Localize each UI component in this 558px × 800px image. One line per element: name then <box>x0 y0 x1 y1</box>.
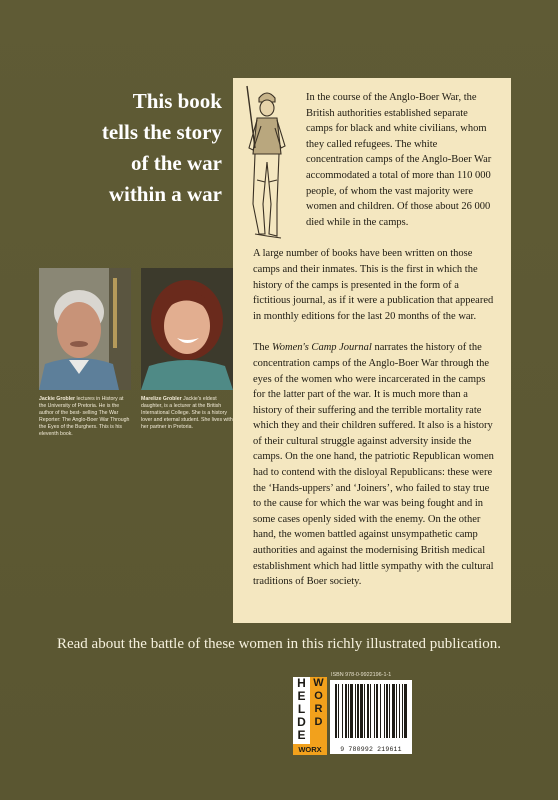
barcode-bar <box>392 684 395 738</box>
blurb-paragraph-3 <box>253 340 497 590</box>
author-caption-jackie <box>39 396 131 438</box>
barcode-bar <box>384 684 385 738</box>
barcode-bar <box>386 684 388 738</box>
barcode <box>330 680 412 754</box>
logo-letter: O <box>314 690 323 702</box>
barcode-bar <box>389 684 390 738</box>
logo-letter: E <box>297 728 306 742</box>
blurb-panel <box>233 78 511 623</box>
barcode-bars-icon <box>330 680 412 742</box>
barcode-bar <box>357 684 359 738</box>
barcode-bar <box>342 684 343 738</box>
author-bio: Jackie's eldest daughter, is a lecturer at the British International College. She is a history lover and eternal student. She lives with her partner in Pretoria. <box>141 396 233 430</box>
blurb-paragraph-3-rest: narrates the history of the concentration camps of the Anglo-Boer War through the eyes of the women who were incarcerated in the camps for the latter part of the war. It is much more than a history of their suffering and the terrible mortality rate which they and their children suffered. It also is a history of their cultural struggle against adversity inside the camps. On the one hand, the patriotic Republican women had to contend with the disloyal Republicans: these were the ‘Hands-uppers’ and ‘Joiners’, who failed to stay true to the cause for which the war was being fought and in some cases openly sided with the enemy. On the other hand, the women battled against unsympathetic camp authorities and against the modernising British medical establishment which had little sympathy with the cultural traditions of Boer society. <box>253 342 494 588</box>
barcode-bar <box>345 684 347 738</box>
barcode-bar <box>360 684 363 738</box>
isbn-digits: 9 780992 219611 <box>340 746 402 753</box>
author-photo-marelize <box>141 268 233 390</box>
headline-line-1: This book <box>132 89 222 113</box>
barcode-bar <box>399 684 400 738</box>
headline-line-4: within a war <box>108 182 222 206</box>
blurb-paragraph-3-intro: The <box>253 342 270 354</box>
author-caption-marelize <box>141 396 233 431</box>
headline-line-3: of the war <box>131 151 222 175</box>
headline-line-2: tells the story <box>101 120 222 144</box>
logo-letter: L <box>297 702 306 716</box>
logo-letter: E <box>297 689 306 703</box>
barcode-bar <box>404 684 407 738</box>
tagline: Read about the battle of these women in this richly illustrated publication. <box>56 636 502 652</box>
barcode-bar <box>348 684 349 738</box>
barcode-bar <box>376 684 378 738</box>
soldier-illustration-icon <box>241 84 293 246</box>
blurb-paragraph-1: In the course of the Anglo-Boer War, the British authorities established separate camps for black and white civilians, whom they called refugees. The white concentration camps of the Anglo-Boer War accommodated a total of more than 110 000 people, of whom the vast majority were women and children. Of those about 26 000 died while in the camps. <box>306 92 492 228</box>
publisher-logo-worx: WORX <box>293 744 327 755</box>
logo-letter: D <box>297 715 306 729</box>
barcode-bar <box>364 684 365 738</box>
barcode-bar <box>355 684 356 738</box>
barcode-bar <box>370 684 371 738</box>
barcode-bar <box>367 684 369 738</box>
logo-letter: H <box>297 677 306 690</box>
author-name: Marelize Grobler <box>141 396 182 402</box>
headline <box>70 86 222 210</box>
publisher-logo-right <box>310 677 327 744</box>
author-bio: lectures in History at the University of Pretoria. He is the author of the best- selling The War Reporter: The Anglo-Boer War Through the Eyes of the Burghers. This is his eleventh book. <box>39 396 130 437</box>
publisher-logo <box>293 677 327 755</box>
barcode-bar <box>402 684 403 738</box>
barcode-bar <box>335 684 337 738</box>
barcode-bar <box>338 684 339 738</box>
barcode-bar <box>374 684 375 738</box>
blurb-paragraph-2: A large number of books have been written on those camps and their inmates. This is the first in which the history of the camps is presented in the form of a fictitious journal, as if it were a publication that appeared in monthly editions for the last 20 months of the war. <box>253 248 494 322</box>
publisher-logo-left <box>293 677 310 744</box>
author-name: Jackie Grobler <box>39 396 76 402</box>
isbn-label: ISBN 978-0-9922196-1-1 <box>331 672 392 678</box>
logo-letter: R <box>314 703 323 715</box>
barcode-bar <box>396 684 397 738</box>
logo-letter: D <box>314 716 323 728</box>
barcode-bar <box>380 684 381 738</box>
author-photo-jackie <box>39 268 131 390</box>
barcode-bar <box>350 684 353 738</box>
logo-letter: W <box>313 677 324 689</box>
journal-title: Women's Camp Journal <box>271 342 372 354</box>
